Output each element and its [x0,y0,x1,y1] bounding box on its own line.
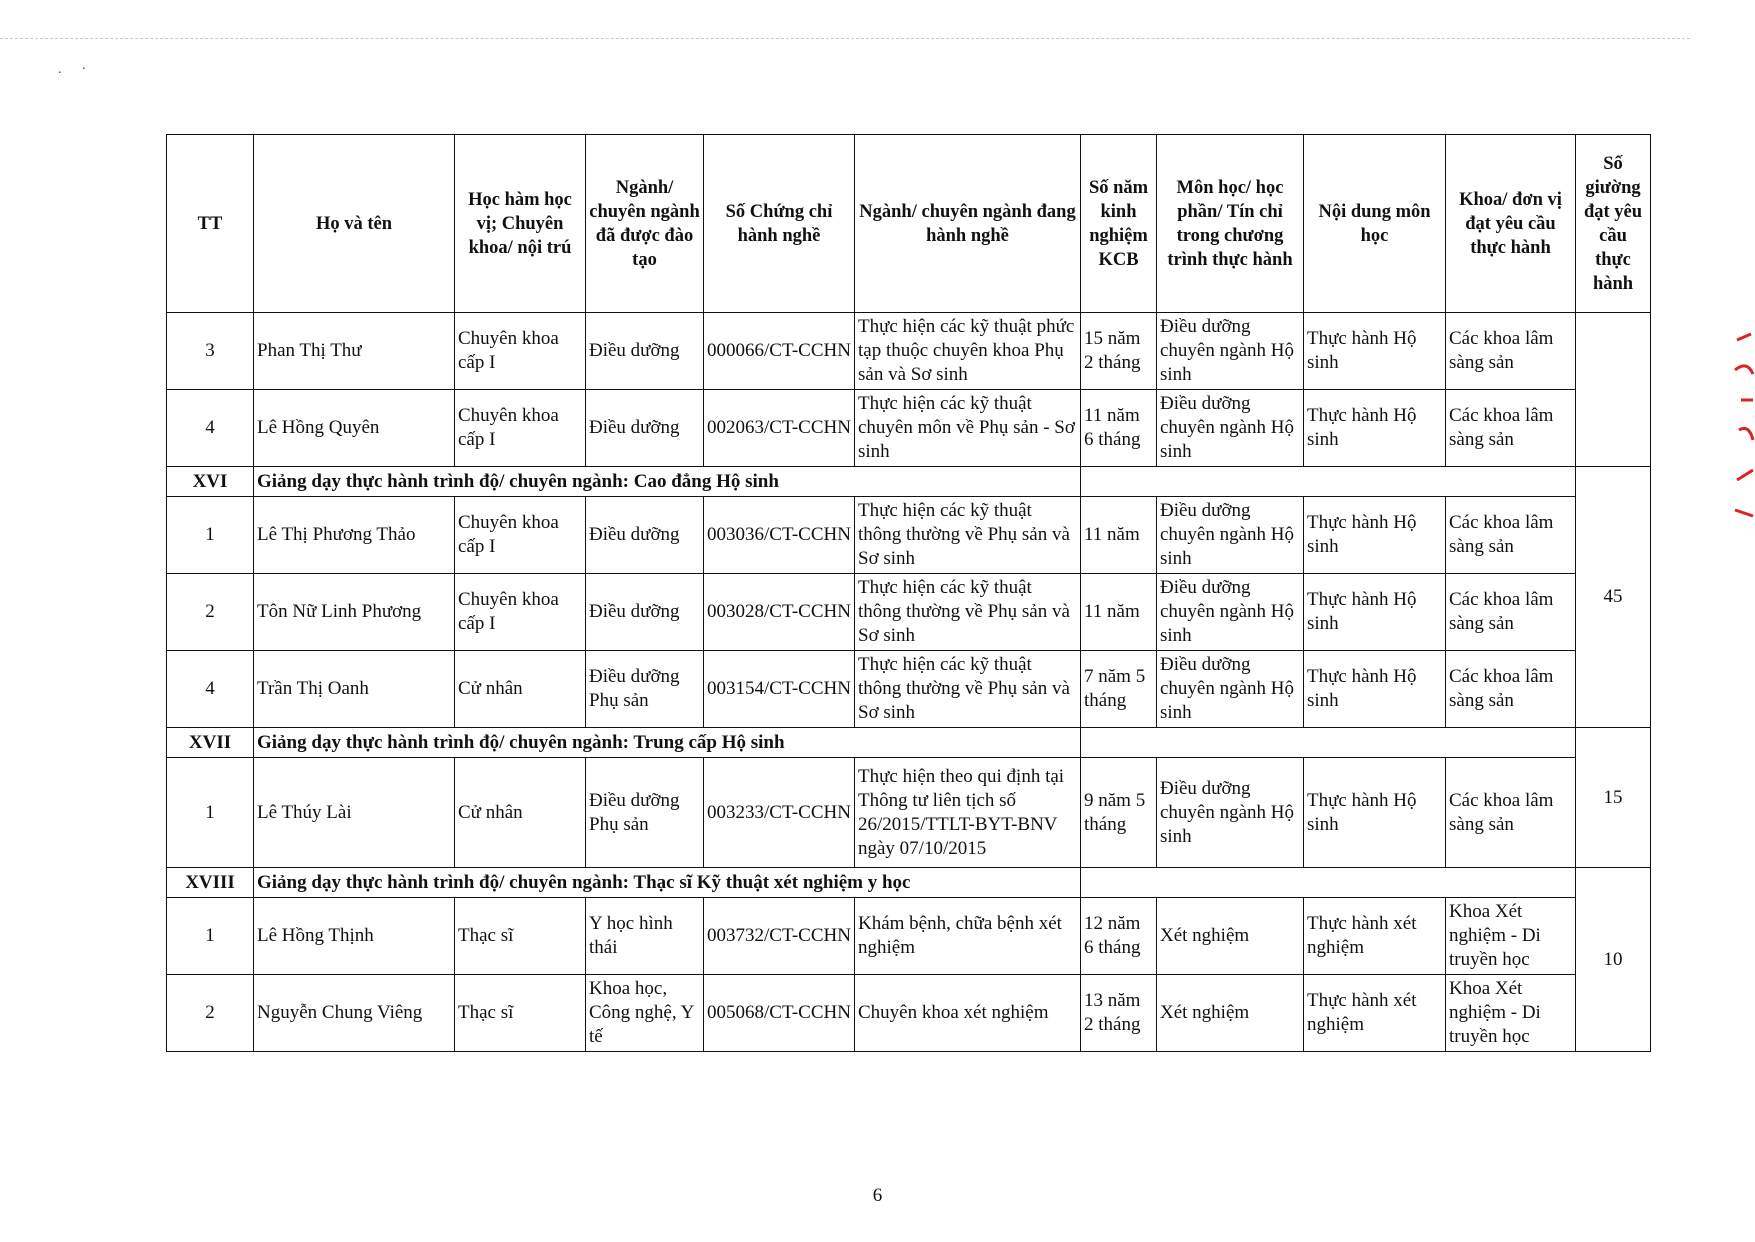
cell-content: Thực hành xét nghiệm [1304,898,1446,975]
cell-content: Thực hành Hộ sinh [1304,313,1446,390]
header-trained-major: Ngành/ chuyên ngành đã được đào tạo [586,135,704,313]
header-subject: Môn học/ học phần/ Tín chỉ trong chương trình thực hành [1157,135,1304,313]
cell-subject: Điều dưỡng chuyên ngành Hộ sinh [1157,574,1304,651]
cell-subject: Điều dưỡng chuyên ngành Hộ sinh [1157,758,1304,868]
cell-name: Tôn Nữ Linh Phương [254,574,455,651]
cell-years: 12 năm 6 tháng [1081,898,1157,975]
header-tt: TT [167,135,254,313]
cell-degree: Chuyên khoa cấp I [455,497,586,574]
section-number: XVII [167,728,254,758]
cell-cert: 005068/CT-CCHN [704,975,855,1052]
cell-years: 15 năm 2 tháng [1081,313,1157,390]
cell-content: Thực hành Hộ sinh [1304,651,1446,728]
cell-dept: Các khoa lâm sàng sản [1446,390,1576,467]
cell-practice: Thực hiện theo qui định tại Thông tư liên tịch số 26/2015/TTLT-BYT-BNV ngày 07/10/2015 [855,758,1081,868]
cell-practice: Thực hiện các kỹ thuật thông thường về Phụ sản và Sơ sinh [855,574,1081,651]
header-beds: Số giường đạt yêu cầu thực hành [1576,135,1651,313]
cell-dept: Các khoa lâm sàng sản [1446,651,1576,728]
section-number: XVIII [167,868,254,898]
cell-trained: Điều dưỡng [586,390,704,467]
cell-tt: 2 [167,975,254,1052]
cell-trained: Điều dưỡng Phụ sản [586,651,704,728]
cell-tt: 1 [167,758,254,868]
cell-trained: Khoa học, Công nghệ, Y tế [586,975,704,1052]
cell-name: Lê Hồng Thịnh [254,898,455,975]
cell-degree: Chuyên khoa cấp I [455,574,586,651]
cell-cert: 003732/CT-CCHN [704,898,855,975]
cell-tt: 2 [167,574,254,651]
cell-subject: Điều dưỡng chuyên ngành Hộ sinh [1157,651,1304,728]
scan-edge-line [0,38,1690,39]
cell-cert: 000066/CT-CCHN [704,313,855,390]
header-practice-major: Ngành/ chuyên ngành đang hành nghề [855,135,1081,313]
cell-subject: Điều dưỡng chuyên ngành Hộ sinh [1157,497,1304,574]
cell-trained: Điều dưỡng [586,497,704,574]
cell-content: Thực hành Hộ sinh [1304,497,1446,574]
table-row [167,975,1651,1052]
table-row [167,497,1651,574]
cell-degree: Chuyên khoa cấp I [455,313,586,390]
cell-tt: 1 [167,898,254,975]
cell-subject: Điều dưỡng chuyên ngành Hộ sinh [1157,313,1304,390]
cell-name: Phan Thị Thư [254,313,455,390]
cell-cert: 003233/CT-CCHN [704,758,855,868]
cell-beds-empty [1576,313,1651,467]
cell-practice: Khám bệnh, chữa bệnh xét nghiệm [855,898,1081,975]
cell-dept: Các khoa lâm sàng sản [1446,574,1576,651]
section-row [167,728,1651,758]
table-row [167,651,1651,728]
cell-years: 11 năm [1081,574,1157,651]
section-blank [1081,467,1576,497]
cell-dept: Các khoa lâm sàng sản [1446,758,1576,868]
header-degree: Học hàm học vị; Chuyên khoa/ nội trú [455,135,586,313]
cell-subject: Xét nghiệm [1157,975,1304,1052]
cell-years: 11 năm [1081,497,1157,574]
cell-cert: 002063/CT-CCHN [704,390,855,467]
cell-cert: 003154/CT-CCHN [704,651,855,728]
cell-years: 7 năm 5 tháng [1081,651,1157,728]
cell-content: Thực hành Hộ sinh [1304,390,1446,467]
cell-beds: 10 [1576,868,1651,1052]
section-title: Giảng dạy thực hành trình độ/ chuyên ngành: Thạc sĩ Kỹ thuật xét nghiệm y học [254,868,1081,898]
cell-practice: Thực hiện các kỹ thuật phức tạp thuộc chuyên khoa Phụ sản và Sơ sinh [855,313,1081,390]
table-row [167,758,1651,868]
cell-dept: Các khoa lâm sàng sản [1446,313,1576,390]
section-row [167,868,1651,898]
page-number: 6 [872,1185,883,1206]
section-blank [1081,868,1576,898]
header-content: Nội dung môn học [1304,135,1446,313]
cell-name: Lê Hồng Quyên [254,390,455,467]
cell-trained: Điều dưỡng [586,313,704,390]
cell-dept: Khoa Xét nghiệm - Di truyền học [1446,975,1576,1052]
cell-years: 11 năm 6 tháng [1081,390,1157,467]
section-title: Giảng dạy thực hành trình độ/ chuyên ngành: Cao đẳng Hộ sinh [254,467,1081,497]
cell-dept: Khoa Xét nghiệm - Di truyền học [1446,898,1576,975]
header-experience: Số năm kinh nghiệm KCB [1081,135,1157,313]
cell-tt: 1 [167,497,254,574]
cell-trained: Y học hình thái [586,898,704,975]
cell-name: Lê Thúy Lài [254,758,455,868]
cell-subject: Điều dưỡng chuyên ngành Hộ sinh [1157,390,1304,467]
cell-practice: Chuyên khoa xét nghiệm [855,975,1081,1052]
cell-practice: Thực hiện các kỹ thuật thông thường về Phụ sản và Sơ sinh [855,497,1081,574]
scan-speckles: .· [58,62,107,77]
header-row [167,135,1651,313]
stamp-fragment-graphic [1727,330,1755,530]
cell-degree: Chuyên khoa cấp I [455,390,586,467]
cell-degree: Cử nhân [455,758,586,868]
cell-tt: 4 [167,651,254,728]
cell-trained: Điều dưỡng Phụ sản [586,758,704,868]
section-blank [1081,728,1576,758]
cell-dept: Các khoa lâm sàng sản [1446,497,1576,574]
cell-cert: 003028/CT-CCHN [704,574,855,651]
staff-practice-table [166,134,1651,1052]
table-row [167,390,1651,467]
cell-practice: Thực hiện các kỹ thuật chuyên môn về Phụ sản - Sơ sinh [855,390,1081,467]
cell-years: 13 năm 2 tháng [1081,975,1157,1052]
header-name: Họ và tên [254,135,455,313]
header-certificate: Số Chứng chỉ hành nghề [704,135,855,313]
cell-tt: 4 [167,390,254,467]
cell-content: Thực hành Hộ sinh [1304,574,1446,651]
cell-degree: Thạc sĩ [455,898,586,975]
table-row [167,574,1651,651]
cell-beds: 45 [1576,467,1651,728]
header-department: Khoa/ đơn vị đạt yêu cầu thực hành [1446,135,1576,313]
table-row [167,898,1651,975]
cell-content: Thực hành Hộ sinh [1304,758,1446,868]
cell-content: Thực hành xét nghiệm [1304,975,1446,1052]
cell-degree: Cử nhân [455,651,586,728]
cell-practice: Thực hiện các kỹ thuật thông thường về Phụ sản và Sơ sinh [855,651,1081,728]
cell-degree: Thạc sĩ [455,975,586,1052]
section-row [167,467,1651,497]
table-row [167,313,1651,390]
cell-name: Nguyễn Chung Viêng [254,975,455,1052]
cell-cert: 003036/CT-CCHN [704,497,855,574]
cell-subject: Xét nghiệm [1157,898,1304,975]
cell-years: 9 năm 5 tháng [1081,758,1157,868]
section-number: XVI [167,467,254,497]
cell-trained: Điều dưỡng [586,574,704,651]
cell-name: Lê Thị Phương Thảo [254,497,455,574]
cell-tt: 3 [167,313,254,390]
section-title: Giảng dạy thực hành trình độ/ chuyên ngành: Trung cấp Hộ sinh [254,728,1081,758]
cell-beds: 15 [1576,728,1651,868]
cell-name: Trần Thị Oanh [254,651,455,728]
